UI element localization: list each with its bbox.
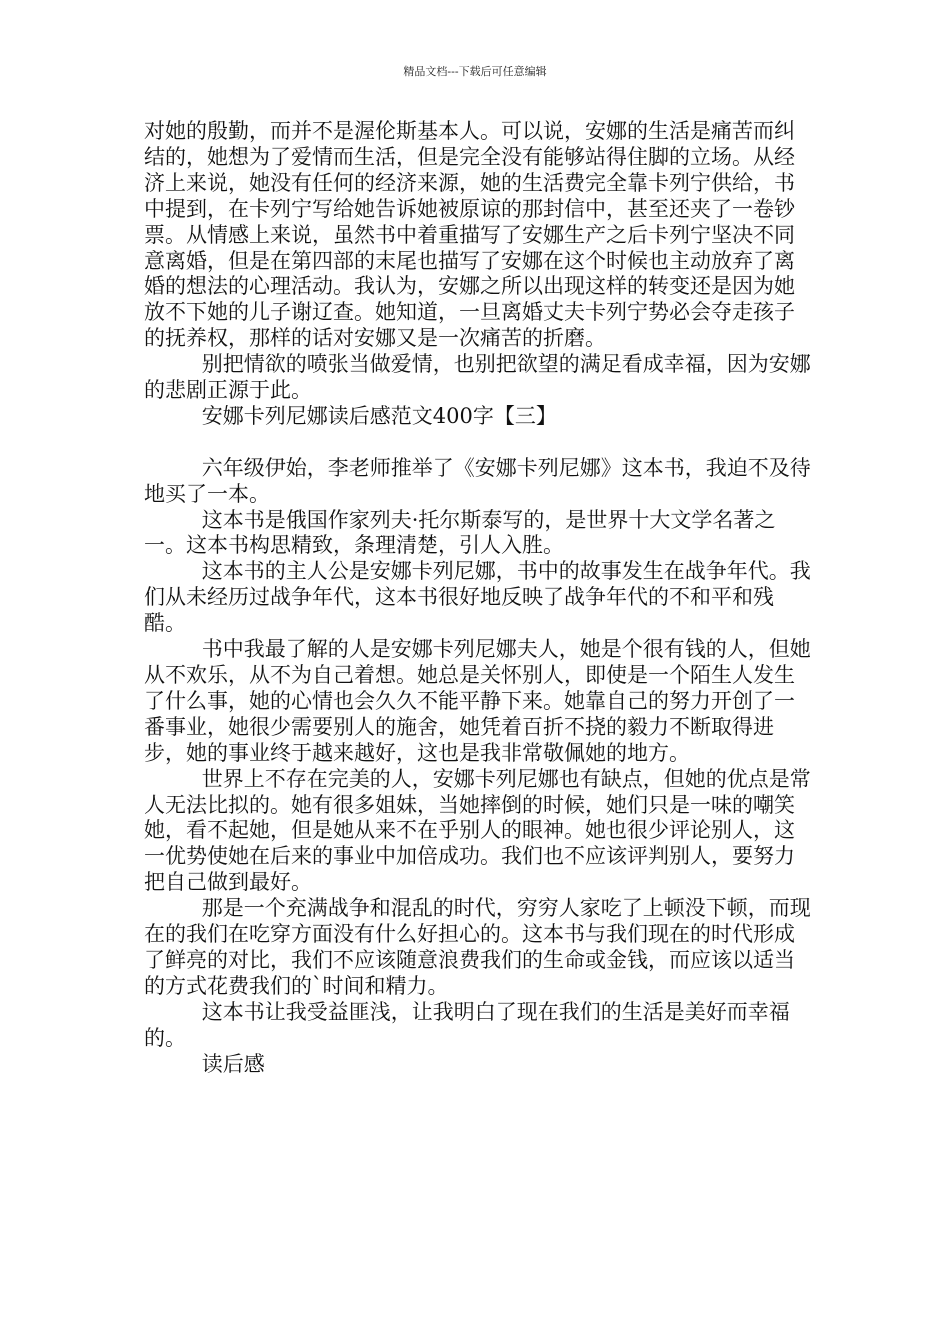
paragraph-3: 六年级伊始，李老师推举了《安娜卡列尼娜》这本书，我迫不及待地买了一本。 [144,455,811,506]
paragraph-2: 别把情欲的喷张当做爱情，也别把欲望的满足看成幸福，因为安娜的悲剧正源于此。 [144,352,811,403]
blank-line [144,430,814,456]
paragraph-1: 对她的殷勤，而并不是渥伦斯基本人。可以说，安娜的生活是痛苦而纠结的，她想为了爱情而生活，但是完全没有能够站得住脚的立场。从经济上来说，她没有任何的经济来源，她的生活费完全靠卡列宁供给，书中提到，在卡列宁写给她告诉她被原谅的那封信中，甚至还夹了一卷钞票。从情感上来说，虽然书中着重描写了安娜生产之后卡列宁坚决不同意离婚，但是在第四部的末尾也描写了安娜在这个时候也主动放弃了离婚的想法的心理活动。我认为，安娜之所以出现这样的转变还是因为她放不下她的儿子谢辽查。她知道，一旦离婚丈夫卡列宁势必会夺走孩子的抚养权，那样的话对安娜又是一次痛苦的折磨。 [144,119,795,351]
paragraph-5: 这本书的主人公是安娜卡列尼娜，书中的故事发生在战争年代。我们从未经历过战争年代，这本书很好地反映了战争年代的不和平和残酷。 [144,559,811,636]
document-body [144,119,814,1078]
paragraph-7: 世界上不存在完美的人，安娜卡列尼娜也有缺点，但她的优点是常人无法比拟的。她有很多姐妹，当她摔倒的时候，她们只是一味的嘲笑她，看不起她，但是她从来不在乎别人的眼神。她也很少评论别人，这一优势使她在后来的事业中加倍成功。我们也不应该评判别人，要努力把自己做到最好。 [144,766,811,895]
paragraph-9: 这本书让我受益匪浅，让我明白了现在我们的生活是美好而幸福的。 [144,999,790,1050]
page-header: 精品文档---下载后可任意编辑 [403,65,547,78]
closing-label: 读后感 [201,1051,265,1076]
paragraph-6: 书中我最了解的人是安娜卡列尼娜夫人，她是个很有钱的人，但她从不欢乐，从不为自己着想。她总是关怀别人，即使是一个陌生人发生了什么事，她的心情也会久久不能平静下来。她靠自己的努力开创了一番事业，她很少需要别人的施舍，她凭着百折不挠的毅力不断取得进步，她的事业终于越来越好，这也是我非常敬佩她的地方。 [144,637,811,765]
paragraph-4: 这本书是俄国作家列夫·托尔斯泰写的，是世界十大文学名著之一。这本书构思精致，条理清楚，引人入胜。 [144,507,776,558]
section-heading: 安娜卡列尼娜读后感范文400字【三】 [201,403,557,428]
paragraph-8: 那是一个充满战争和混乱的时代，穷穷人家吃了上顿没下顿，而现在的我们在吃穿方面没有什么好担心的。这本书与我们现在的时代形成了鲜亮的对比，我们不应该随意浪费我们的生命或金钱，而应该以适当的方式花费我们的`时间和精力。 [144,896,811,998]
